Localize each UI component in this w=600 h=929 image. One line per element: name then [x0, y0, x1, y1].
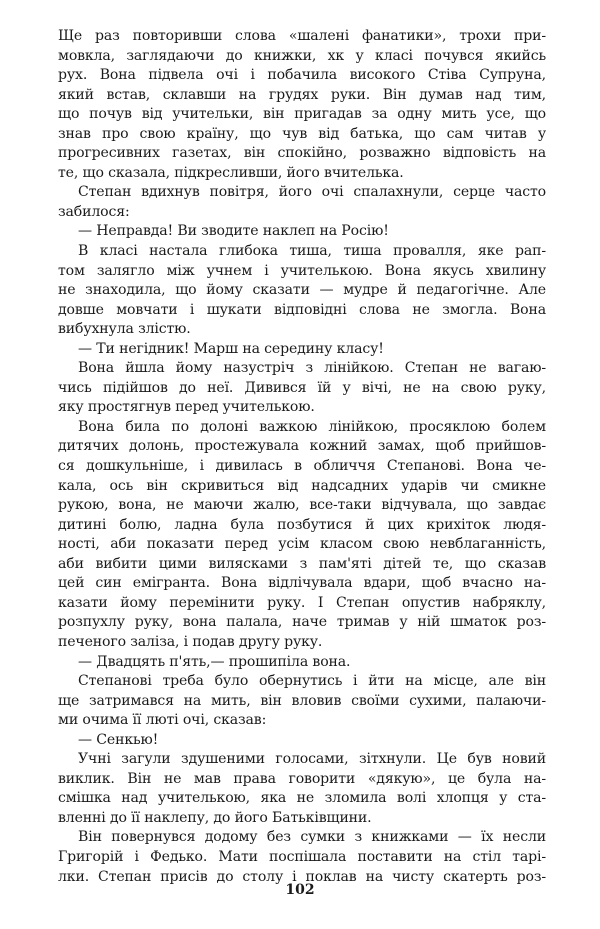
text-line: що почув від учительки, він пригадав за одну мить усе, що: [58, 106, 546, 123]
text-line: вибухнула злістю.: [58, 321, 191, 338]
text-line: знав про свою країну, що чув від батька, що сам читав у: [58, 125, 546, 142]
text-line: вленні до її наклепу, до його Батьківщини.: [58, 809, 372, 826]
text-line: Григорій і Федько. Мати поспішала поставити на стіл тарі-: [58, 848, 546, 865]
text-line: В класі настала глибока тиша, тиша провалля, яке рап-: [78, 243, 546, 260]
text-line: прогресивних газетах, він спокійно, розважно відповість на: [58, 145, 546, 162]
text-line: — Ти негідник! Марш на середину класу!: [78, 340, 384, 357]
text-line: дитині болю, ладна була позбутися й цих крихіток людя-: [58, 516, 546, 533]
text-line: цей син емігранта. Вона відлічувала вдари, щоб вчасно на-: [58, 575, 546, 592]
text-line: ми очима її люті очі, сказав:: [58, 712, 267, 729]
text-line: — Неправда! Ви зводите наклеп на Росію!: [78, 223, 389, 240]
text-line: — Двадцять п'ять,— прошипіла вона.: [78, 653, 351, 670]
text-line: рух. Вона підвела очі і побачила високого Стіва Супруна,: [58, 67, 546, 84]
text-line: яку простягнув перед учителькою.: [58, 399, 315, 416]
text-line: Ще раз повторивши слова «шалені фанатики», трохи при-: [58, 28, 546, 44]
text-line: ся дошкульніше, і дивилась в обличчя Степанові. Вона че-: [58, 458, 546, 475]
page-number: 102: [285, 882, 315, 898]
text-line: ще затримався на мить, він вловив своїми сухими, палаючи-: [58, 692, 546, 709]
text-line: Він повернувся додому без сумки з книжками — їх несли: [78, 829, 546, 846]
text-line: ності, аби показати перед усім класом свою невблаганність,: [58, 536, 546, 553]
text-line: виклик. Він не мав права говорити «дякую», це була на-: [58, 770, 546, 787]
text-line: том залягло між учнем і учителькою. Вона якусь хвилину: [58, 262, 546, 279]
text-line: Вона била по долоні важкою лінійкою, просяклою болем: [78, 418, 546, 435]
text-line: Степан вдихнув повітря, його очі спалахнули, серце часто: [78, 184, 546, 201]
text-line: аби вибити цими вилясками з пам'яті дітей те, що сказав: [58, 555, 546, 572]
text-line: забилося:: [58, 203, 130, 220]
text-line: рукою, вона, не маючи жалю, все-таки відчувала, що завдає: [58, 497, 546, 514]
text-line: Учні загули здушеними голосами, зітхнули. Це був новий: [78, 751, 546, 768]
text-line: розпухлу руку, вона палала, наче тримав у ній шматок роз-: [58, 614, 546, 631]
text-line: Вона йшла йому назустріч з лінійкою. Степан не вагаю-: [78, 360, 546, 377]
text-line: дитячих долонь, простежувала кожний замах, щоб прийшов-: [58, 438, 546, 455]
text-line: казати йому перемінити руку. І Степан опустив набряклу,: [58, 594, 546, 611]
text-line: довше мовчати і шукати відповідні слова не змогла. Вона: [58, 301, 546, 318]
text-line: який встав, склавши на грудях руки. Він думав над тим,: [58, 86, 546, 103]
text-line: смішка над учителькою, яка не зломила волі хлопця у ста-: [58, 790, 546, 807]
text-line: мовкла, заглядаючи до книжки, хк у класі почувся якийсь: [58, 47, 546, 64]
text-line: не знаходила, що йому сказати — мудре й педагогічне. Але: [58, 282, 546, 299]
text-line: чись підійшов до неї. Дивився їй у вічі, не на свою руку,: [58, 379, 546, 396]
text-line: — Сенкью!: [78, 731, 159, 748]
text-line: те, що сказала, підкресливши, його вчителька.: [58, 164, 404, 181]
body-text: [58, 27, 546, 887]
text-line: лки. Степан присів до столу і поклав на чисту скатерть роз-: [58, 868, 546, 885]
text-line: кала, ось він скривиться від надсадних ударів чи смикне: [58, 477, 546, 494]
text-line: печеного заліза, і подав другу руку.: [58, 633, 323, 650]
text-line: Степанові треба було обернутись і йти на місце, але він: [78, 673, 546, 690]
